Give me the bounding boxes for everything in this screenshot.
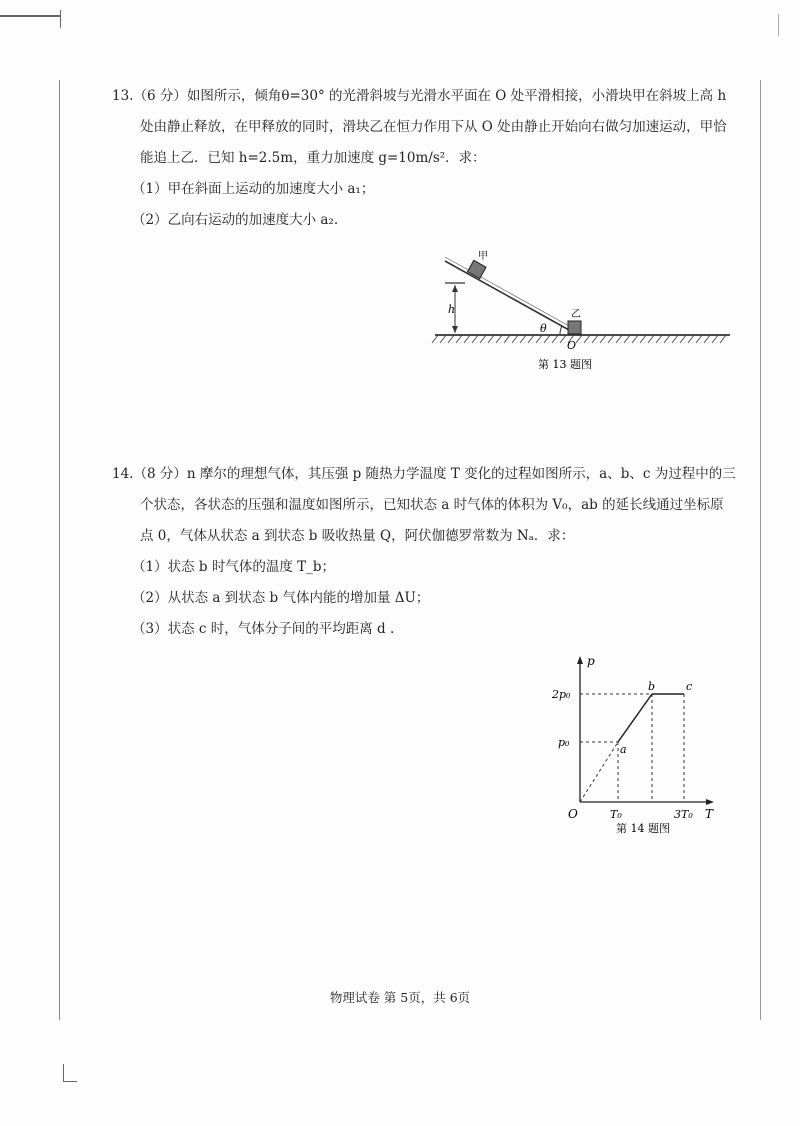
q13-stem-line-2: 处由静止释放，在甲释放的同时，滑块乙在恒力作用下从 O 处由静止开始向右做匀加速运动，甲恰 xyxy=(140,119,727,135)
hatch-mark xyxy=(720,335,726,343)
q13-part-2: （2）乙向右运动的加速度大小 a₂. xyxy=(132,212,339,228)
state-label-a: a xyxy=(620,743,627,756)
corner-mark-top-left xyxy=(0,15,60,17)
hatch-mark xyxy=(488,335,494,343)
right-margin-rule xyxy=(760,80,761,1020)
incline-slope xyxy=(445,261,578,335)
incline-slope-edge xyxy=(445,257,578,331)
hatch-mark xyxy=(520,335,526,343)
hatch-mark xyxy=(584,335,590,343)
dashed-origin-to-a xyxy=(580,742,618,802)
hatch-mark xyxy=(704,335,710,343)
hatch-mark xyxy=(464,335,470,343)
block-yi xyxy=(568,321,581,334)
q14-stem-line-1: 14.（8 分）n 摩尔的理想气体，其压强 p 随热力学温度 T 变化的过程如图所示，a、b、c 为过程中的三 xyxy=(112,466,736,482)
hatch-mark xyxy=(592,335,598,343)
hatch-mark xyxy=(560,335,566,343)
figure-14-caption: 第 14 题图 xyxy=(616,822,670,835)
hatch-mark xyxy=(688,335,694,343)
label-O: O xyxy=(567,339,577,352)
q13-stem-line-3: 能追上乙．已知 h=2.5m，重力加速度 g=10m/s²．求： xyxy=(140,150,486,166)
hatch-mark xyxy=(664,335,670,343)
hatch-mark xyxy=(608,335,614,343)
q14-stem-line-3: 点 0，气体从状态 a 到状态 b 吸收热量 Q，阿伏伽德罗常数为 Nₐ．求： xyxy=(140,528,575,544)
hatch-mark xyxy=(432,335,438,343)
theta-arc xyxy=(560,326,562,335)
origin-label: O xyxy=(568,807,578,821)
hatch-mark xyxy=(680,335,686,343)
state-label-b: b xyxy=(648,680,656,693)
question-13 xyxy=(112,81,727,236)
hatch-mark xyxy=(640,335,646,343)
tick-label-T0: T₀ xyxy=(610,808,622,821)
question-14 xyxy=(112,459,736,645)
hatch-mark xyxy=(448,335,454,343)
label-jia: 甲 xyxy=(478,251,488,262)
label-h: h xyxy=(448,303,456,316)
hatch-mark xyxy=(672,335,678,343)
hatch-mark xyxy=(648,335,654,343)
figure-13-incline xyxy=(430,247,740,377)
tick-label-3T0: 3T₀ xyxy=(674,808,693,821)
label-theta: θ xyxy=(540,322,547,335)
axis-label-p: p xyxy=(587,654,595,668)
figure-14-p-T-graph xyxy=(550,650,720,835)
hatch-mark xyxy=(656,335,662,343)
hatch-mark xyxy=(576,335,582,343)
process-a-to-b xyxy=(618,694,652,742)
hatch-mark xyxy=(456,335,462,343)
hatch-mark xyxy=(528,335,534,343)
hatch-mark xyxy=(632,335,638,343)
hatch-mark xyxy=(480,335,486,343)
hatch-mark xyxy=(512,335,518,343)
hatch-mark xyxy=(536,335,542,343)
corner-mark-bottom-left-horizontal xyxy=(63,1081,77,1082)
q13-part-1: （1）甲在斜面上运动的加速度大小 a₁； xyxy=(132,181,375,197)
corner-mark-top-left-vertical xyxy=(60,10,61,28)
q14-part-3: （3）状态 c 时，气体分子间的平均距离 d . xyxy=(132,621,395,637)
hatch-mark xyxy=(712,335,718,343)
hatch-mark xyxy=(600,335,606,343)
label-yi: 乙 xyxy=(571,309,581,320)
corner-mark-bottom-left xyxy=(63,1064,64,1082)
q13-stem-line-1: 13.（6 分）如图所示，倾角θ=30° 的光滑斜坡与光滑水平面在 O 处平滑相接，小滑块甲在斜坡上高 h xyxy=(112,88,727,104)
left-margin-rule xyxy=(59,80,60,1020)
q14-part-1: （1）状态 b 时气体的温度 T_b； xyxy=(132,559,336,575)
hatch-mark xyxy=(504,335,510,343)
figure-13-caption: 第 13 题图 xyxy=(538,358,592,371)
hatch-mark xyxy=(472,335,478,343)
q14-part-2: （2）从状态 a 到状态 b 气体内能的增加量 ΔU； xyxy=(132,590,430,606)
corner-mark-top-right xyxy=(778,14,779,36)
hatch-mark xyxy=(544,335,550,343)
axis-label-T: T xyxy=(705,807,714,821)
tick-label-2p0: 2p₀ xyxy=(552,688,571,701)
hatch-mark xyxy=(552,335,558,343)
hatch-mark xyxy=(496,335,502,343)
page-footer: 物理试卷 第 5页，共 6页 xyxy=(329,990,471,1005)
hatch-mark xyxy=(616,335,622,343)
state-label-c: c xyxy=(686,680,693,693)
ground-hatching xyxy=(432,335,730,343)
hatch-mark xyxy=(624,335,630,343)
tick-label-p0: p₀ xyxy=(558,736,570,749)
hatch-mark xyxy=(440,335,446,343)
hatch-mark xyxy=(696,335,702,343)
q14-stem-line-2: 个状态，各状态的压强和温度如图所示，已知状态 a 时气体的体积为 V₀，ab 的延长线通过坐标原 xyxy=(140,497,724,513)
